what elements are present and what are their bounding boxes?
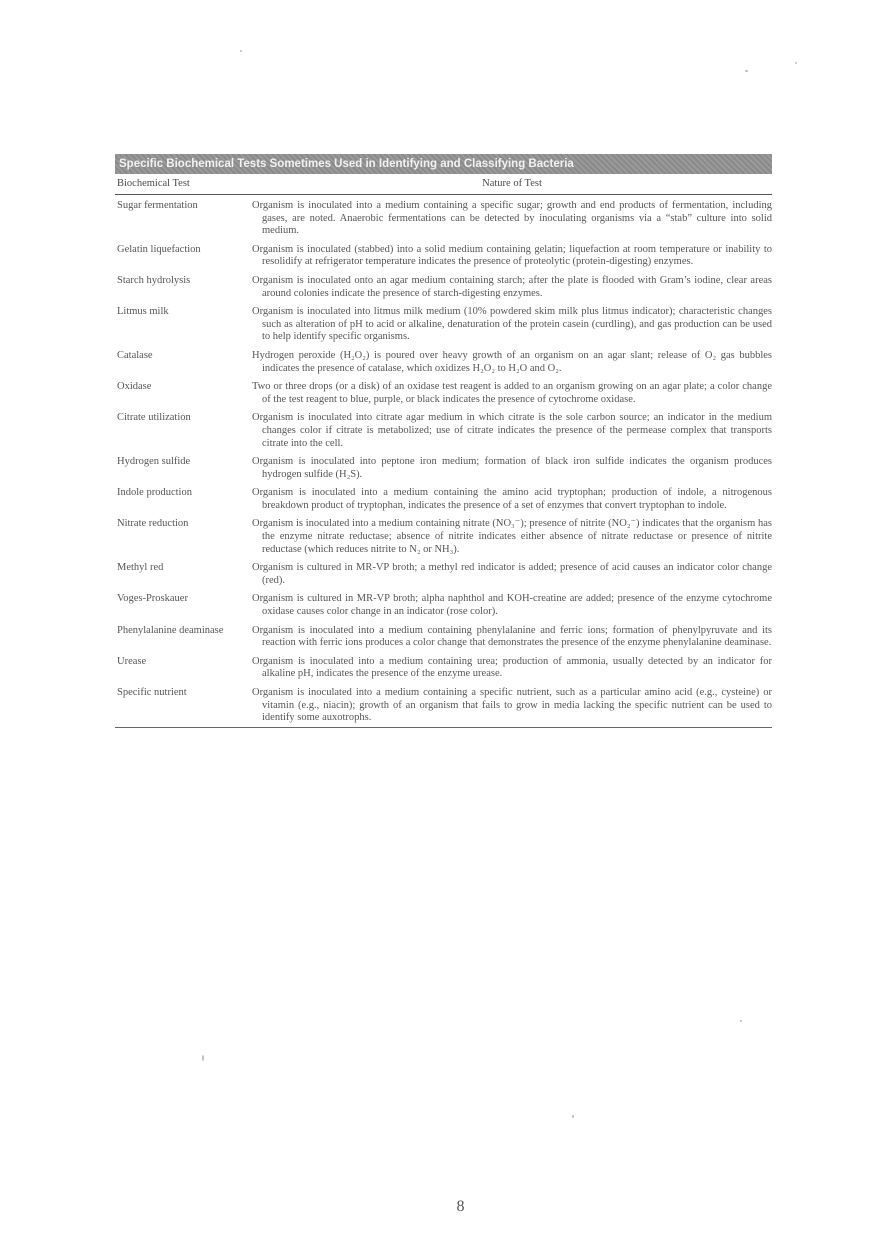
table-header-row	[115, 174, 772, 195]
test-name: Starch hydrolysis	[117, 274, 191, 286]
table-row	[115, 456, 772, 481]
test-name: Indole production	[117, 487, 192, 499]
test-description: Organism is inoculated into litmus milk medium (10% powdered skim milk plus litmus indicator); characteristic changes such as alteration of pH to acid or alkaline, denaturation of the protein casein (curdling), and gas production can be used to help identify specific organisms.	[252, 306, 772, 343]
test-name: Voges-Proskauer	[117, 593, 188, 605]
table-row	[115, 487, 772, 512]
table-row	[115, 381, 772, 406]
table-row	[115, 306, 772, 344]
test-name: Litmus milk	[117, 306, 169, 318]
test-name: Nitrate reduction	[117, 518, 189, 530]
table-row	[115, 244, 772, 269]
test-name: Methyl red	[117, 562, 164, 574]
column-header-test: Biochemical Test	[117, 178, 190, 189]
table-body	[115, 200, 772, 725]
test-description: Organism is inoculated into a medium containing the amino acid tryptophan; production of indole, a nitrogenous breakdown product of tryptophan, indicates the presence of a set of enzymes that convert tryptophan to indole.	[252, 487, 772, 511]
test-name: Sugar fermentation	[117, 200, 198, 211]
test-description: Organism is inoculated into citrate agar medium in which citrate is the sole carbon source; an indicator in the medium changes color if citrate is metabolized; use of citrate indicates the presence of the permease complex that transports citrate into the cell.	[252, 412, 772, 449]
test-name: Specific nutrient	[117, 687, 187, 698]
scan-speck	[240, 50, 242, 52]
test-name: Citrate utilization	[117, 412, 191, 424]
test-name: Oxidase	[117, 381, 152, 393]
scan-speck	[572, 1115, 574, 1118]
table-bottom-rule	[115, 727, 772, 728]
table-row	[115, 412, 772, 450]
table-row	[115, 200, 772, 238]
table-row	[115, 687, 772, 725]
test-description: Organism is inoculated into a medium containing urea; production of ammonia, usually detected by an indicator for alkaline pH, indicates the presence of the enzyme urease.	[252, 655, 772, 680]
table-row	[115, 625, 772, 650]
test-description: Organism is inoculated onto an agar medium containing starch; after the plate is flooded with Gram’s iodine, clear areas around colonies indicate the presence of starch-digesting enzymes.	[252, 274, 772, 299]
test-description: Organism is inoculated into a medium containing a specific sugar; growth and end products of fermentation, including gases, are noted. Anaerobic fermentations can be detected by inoculating organisms via a “stab” culture into solid medium.	[252, 200, 772, 237]
test-name: Hydrogen sulfide	[117, 456, 191, 468]
table-row	[115, 656, 772, 681]
test-description: Organism is inoculated into a medium containing a specific nutrient, such as a particular amino acid (e.g., cysteine) or vitamin (e.g., niacin); growth of an organism that fails to grow in media lacking the specific nutrient can be used to identify some auxotrophs.	[252, 687, 772, 724]
test-description: Organism is inoculated into a medium containing phenylalanine and ferric ions; formation of phenylpyruvate and its reaction with ferric ions produces a color change that demonstrates the presence of the enzyme phenylalanine deaminase.	[252, 624, 772, 649]
test-description: Organism is cultured in MR-VP broth; alpha naphthol and KOH-creatine are added; presence of the enzyme cytochrome oxidase causes color change in an indicator (rose color).	[252, 593, 772, 618]
table-row	[115, 593, 772, 618]
scan-speck	[740, 1020, 742, 1022]
test-name: Urease	[117, 655, 147, 667]
scan-speck	[202, 1055, 204, 1061]
test-description: Organism is inoculated into a medium containing nitrate (NO₃⁻); presence of nitrite (NO₂⁻) indicates that the organism has the enzyme nitrate reductase; absence of nitrite indicates either absence of nitrate reductase or presence of nitrite reductase (which reduces nitrite to N₂ or NH₃).	[252, 518, 772, 555]
test-description: Organism is cultured in MR-VP broth; a methyl red indicator is added; presence of acid causes an indicator color change (red).	[252, 562, 772, 586]
column-header-nature: Nature of Test	[482, 178, 542, 189]
test-description: Organism is inoculated (stabbed) into a solid medium containing gelatin; liquefaction at room temperature or inability to resolidify at refrigerator temperature indicates the presence of proteolytic (protein-digesting) enzymes.	[252, 243, 772, 268]
test-description: Hydrogen peroxide (H₂O₂) is poured over heavy growth of an organism on an agar slant; release of O₂ gas bubbles indicates the presence of catalase, which oxidizes H₂O₂ to H₂O and O₂.	[252, 349, 772, 374]
test-name: Catalase	[117, 349, 153, 361]
table-title: Specific Biochemical Tests Sometimes Used in Identifying and Classifying Bacteria	[115, 154, 772, 174]
table-row	[115, 518, 772, 556]
table-row	[115, 562, 772, 587]
test-name: Phenylalanine deaminase	[117, 624, 224, 636]
page-number: 8	[456, 1198, 465, 1215]
table-row	[115, 350, 772, 375]
table-row	[115, 275, 772, 300]
test-description: Organism is inoculated into peptone iron medium; formation of black iron sulfide indicates the organism produces hydrogen sulfide (H₂S).	[252, 456, 772, 480]
test-name: Gelatin liquefaction	[117, 243, 201, 255]
scan-speck	[745, 70, 748, 72]
scan-speck	[795, 62, 797, 64]
test-description: Two or three drops (or a disk) of an oxidase test reagent is added to an organism growing on an agar plate; a color change of the test reagent to blue, purple, or black indicates the presence of cytochrome oxidase.	[252, 381, 772, 405]
biochemical-tests-table	[115, 154, 772, 728]
